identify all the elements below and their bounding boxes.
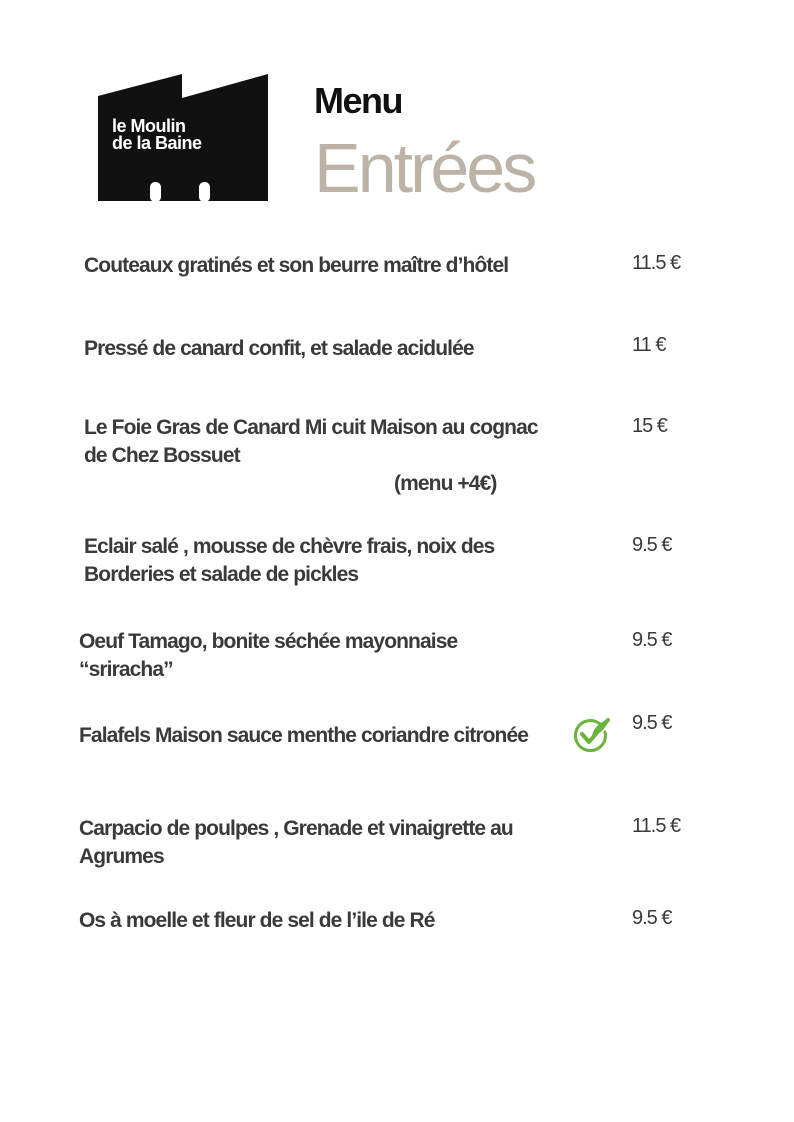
item-name: Oeuf Tamago, bonite séchée mayonnaise “sriracha” [79,630,458,681]
item-price: 9.5 € [632,712,672,734]
menu-item [84,252,524,280]
vegetarian-check-leaf-icon [572,716,610,752]
item-price: 11.5 € [632,252,681,274]
item-price: 11.5 € [632,815,681,837]
menu-item [84,533,564,589]
menu-item [79,722,539,750]
item-price: 11 € [632,334,666,356]
item-name: Carpacio de poulpes , Grenade et vinaigrette au Agrumes [79,817,513,868]
item-price: 9.5 € [632,534,672,556]
item-price: 9.5 € [632,629,672,651]
item-supplement-note: (menu +4€) [394,472,497,495]
menu-item [79,815,559,871]
restaurant-logo [98,74,269,202]
item-name: Os à moelle et fleur de sel de l’ile de Ré [79,909,435,932]
item-name: Couteaux gratinés et son beurre maître d’hôtel [84,254,509,277]
item-price: 9.5 € [632,907,672,929]
logo-line-2: de la Baine [112,133,202,153]
item-name: Pressé de canard confit, et salade acidulée [84,337,474,360]
menu-item [79,907,559,935]
item-name: Eclair salé , mousse de chèvre frais, noix des Borderies et salade de pickles [84,535,495,586]
section-title: Entrées [314,129,535,207]
menu-item [84,414,544,498]
logo-line-1: le Moulin [112,116,186,136]
item-name: Le Foie Gras de Canard Mi cuit Maison au cognac de Chez Bossuet [84,416,538,467]
menu-title: Menu [314,80,402,121]
item-price: 15 € [632,415,667,437]
item-name: Falafels Maison sauce menthe coriandre citronée [79,724,529,747]
logo-wordmark [112,118,202,152]
menu-item [79,628,539,684]
menu-item [84,335,584,363]
